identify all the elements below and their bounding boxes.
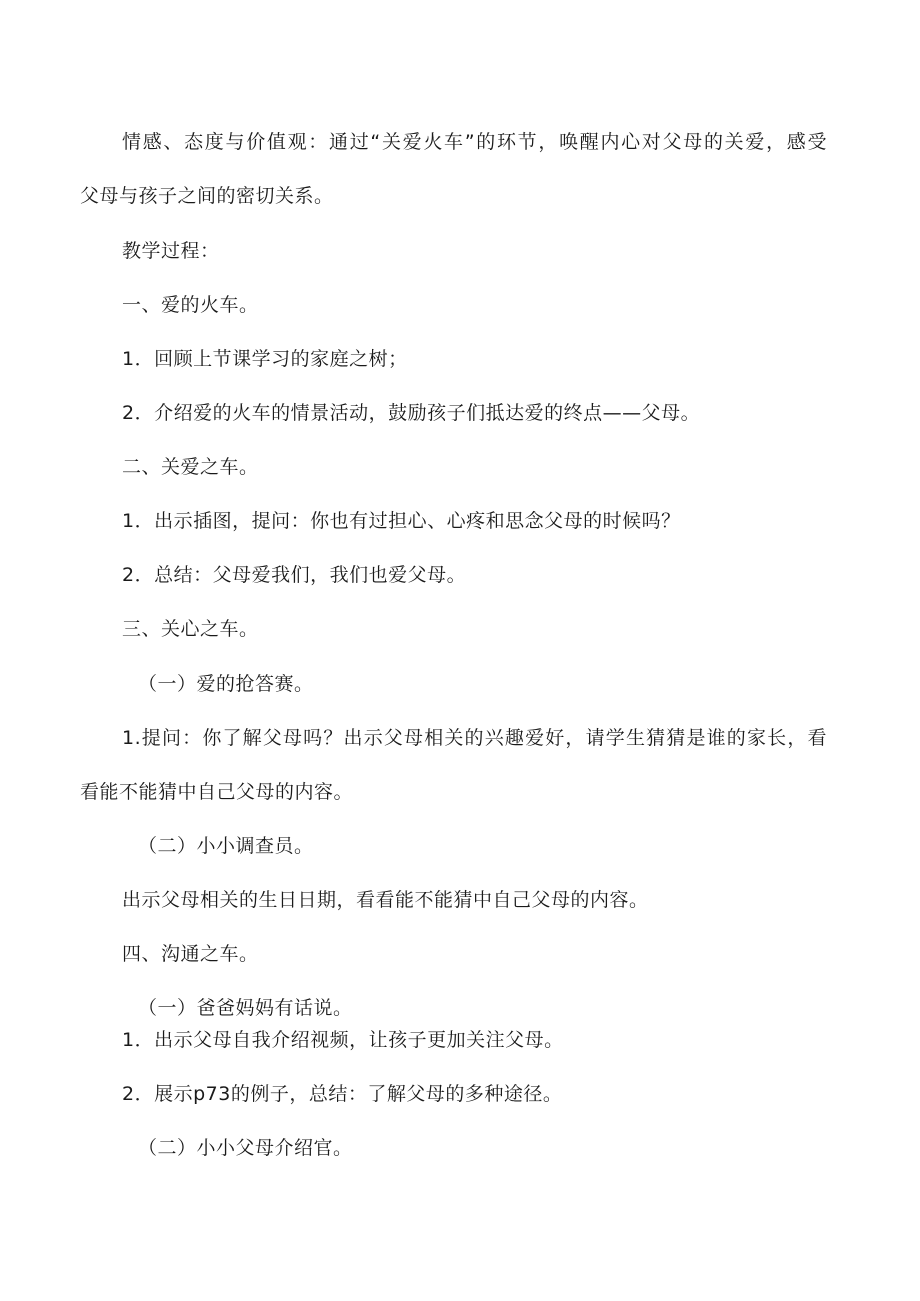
teaching-process-heading: 教学过程： [122,240,220,262]
list-item-continuation: 看能不能猜中自己父母的内容。 [80,781,354,803]
section-heading-3: 三、关心之车。 [122,618,259,640]
paragraph: 出示父母相关的生日日期，看看能不能猜中自己父母的内容。 [122,889,649,911]
subsection-heading: （二）小小父母介绍官。 [138,1137,353,1159]
section-heading-4: 四、沟通之车。 [122,943,259,965]
list-item: 2．展示p73的例子，总结：了解父母的多种途径。 [122,1083,563,1105]
objective-paragraph-line-1: 情感、态度与价值观：通过“关爱火车”的环节，唤醒内心对父母的关爱，感受 [122,131,827,153]
list-item: 1．出示插图，提问：你也有过担心、心疼和思念父母的时候吗？ [122,510,681,532]
section-heading-1: 一、爱的火车。 [122,294,259,316]
list-item: 1．出示父母自我介绍视频，让孩子更加关注父母。 [122,1029,564,1051]
section-heading-2: 二、关爱之车。 [122,456,259,478]
subsection-heading: （二）小小调查员。 [138,835,314,857]
list-item: 2．介绍爱的火车的情景活动，鼓励孩子们抵达爱的终点——父母。 [122,402,701,424]
subsection-heading: （一）爱的抢答赛。 [138,673,314,695]
objective-paragraph-line-2: 父母与孩子之间的密切关系。 [80,185,334,207]
list-item: 1．回顾上节课学习的家庭之树； [122,348,408,370]
list-item: 1.提问：你了解父母吗？出示父母相关的兴趣爱好，请学生猜猜是谁的家长，看 [122,727,827,749]
subsection-heading: （一）爸爸妈妈有话说。 [138,997,353,1019]
list-item: 2．总结：父母爱我们，我们也爱父母。 [122,564,467,586]
